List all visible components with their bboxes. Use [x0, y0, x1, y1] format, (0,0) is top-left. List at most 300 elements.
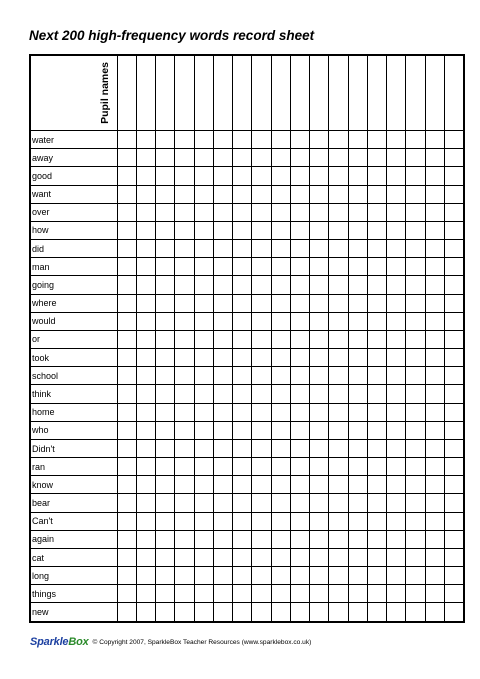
record-cell[interactable]	[233, 403, 252, 421]
record-cell[interactable]	[367, 476, 386, 494]
record-cell[interactable]	[290, 385, 309, 403]
record-cell[interactable]	[117, 403, 136, 421]
record-cell[interactable]	[213, 185, 232, 203]
record-cell[interactable]	[136, 203, 155, 221]
pupil-name-cell[interactable]	[329, 55, 348, 131]
record-cell[interactable]	[310, 203, 329, 221]
record-cell[interactable]	[136, 221, 155, 239]
record-cell[interactable]	[136, 240, 155, 258]
record-cell[interactable]	[213, 330, 232, 348]
record-cell[interactable]	[117, 421, 136, 439]
record-cell[interactable]	[175, 258, 194, 276]
record-cell[interactable]	[175, 421, 194, 439]
record-cell[interactable]	[444, 167, 463, 185]
record-cell[interactable]	[117, 367, 136, 385]
record-cell[interactable]	[348, 403, 367, 421]
record-cell[interactable]	[310, 494, 329, 512]
record-cell[interactable]	[252, 276, 271, 294]
record-cell[interactable]	[136, 385, 155, 403]
record-cell[interactable]	[271, 585, 290, 603]
record-cell[interactable]	[117, 458, 136, 476]
record-cell[interactable]	[213, 367, 232, 385]
record-cell[interactable]	[387, 494, 406, 512]
record-cell[interactable]	[406, 367, 425, 385]
record-cell[interactable]	[310, 603, 329, 622]
record-cell[interactable]	[290, 548, 309, 566]
record-cell[interactable]	[348, 203, 367, 221]
pupil-name-cell[interactable]	[117, 55, 136, 131]
record-cell[interactable]	[117, 567, 136, 585]
pupil-name-cell[interactable]	[425, 55, 444, 131]
record-cell[interactable]	[156, 548, 175, 566]
record-cell[interactable]	[348, 258, 367, 276]
record-cell[interactable]	[406, 476, 425, 494]
record-cell[interactable]	[290, 294, 309, 312]
record-cell[interactable]	[348, 276, 367, 294]
record-cell[interactable]	[367, 330, 386, 348]
pupil-name-cell[interactable]	[194, 55, 213, 131]
record-cell[interactable]	[175, 203, 194, 221]
record-cell[interactable]	[271, 476, 290, 494]
record-cell[interactable]	[406, 276, 425, 294]
record-cell[interactable]	[444, 330, 463, 348]
record-cell[interactable]	[252, 567, 271, 585]
record-cell[interactable]	[252, 221, 271, 239]
record-cell[interactable]	[290, 276, 309, 294]
record-cell[interactable]	[117, 494, 136, 512]
record-cell[interactable]	[194, 203, 213, 221]
record-cell[interactable]	[233, 548, 252, 566]
record-cell[interactable]	[387, 312, 406, 330]
record-cell[interactable]	[387, 439, 406, 457]
record-cell[interactable]	[329, 567, 348, 585]
record-cell[interactable]	[156, 167, 175, 185]
record-cell[interactable]	[310, 312, 329, 330]
record-cell[interactable]	[175, 294, 194, 312]
record-cell[interactable]	[117, 385, 136, 403]
record-cell[interactable]	[387, 149, 406, 167]
record-cell[interactable]	[290, 131, 309, 149]
record-cell[interactable]	[252, 403, 271, 421]
pupil-name-cell[interactable]	[271, 55, 290, 131]
record-cell[interactable]	[233, 167, 252, 185]
pupil-name-cell[interactable]	[387, 55, 406, 131]
record-cell[interactable]	[213, 203, 232, 221]
record-cell[interactable]	[271, 203, 290, 221]
record-cell[interactable]	[387, 530, 406, 548]
record-cell[interactable]	[194, 512, 213, 530]
record-cell[interactable]	[156, 403, 175, 421]
record-cell[interactable]	[367, 149, 386, 167]
record-cell[interactable]	[194, 439, 213, 457]
record-cell[interactable]	[329, 403, 348, 421]
record-cell[interactable]	[367, 494, 386, 512]
record-cell[interactable]	[425, 476, 444, 494]
record-cell[interactable]	[425, 421, 444, 439]
record-cell[interactable]	[194, 494, 213, 512]
record-cell[interactable]	[271, 312, 290, 330]
record-cell[interactable]	[213, 530, 232, 548]
record-cell[interactable]	[329, 167, 348, 185]
pupil-name-cell[interactable]	[348, 55, 367, 131]
record-cell[interactable]	[444, 603, 463, 622]
record-cell[interactable]	[175, 240, 194, 258]
record-cell[interactable]	[271, 385, 290, 403]
record-cell[interactable]	[175, 185, 194, 203]
record-cell[interactable]	[233, 221, 252, 239]
record-cell[interactable]	[310, 385, 329, 403]
record-cell[interactable]	[233, 512, 252, 530]
record-cell[interactable]	[213, 312, 232, 330]
record-cell[interactable]	[310, 439, 329, 457]
record-cell[interactable]	[329, 349, 348, 367]
record-cell[interactable]	[348, 330, 367, 348]
record-cell[interactable]	[406, 458, 425, 476]
record-cell[interactable]	[425, 131, 444, 149]
record-cell[interactable]	[367, 585, 386, 603]
record-cell[interactable]	[252, 603, 271, 622]
record-cell[interactable]	[310, 149, 329, 167]
record-cell[interactable]	[290, 458, 309, 476]
record-cell[interactable]	[425, 276, 444, 294]
record-cell[interactable]	[156, 349, 175, 367]
pupil-name-cell[interactable]	[310, 55, 329, 131]
record-cell[interactable]	[156, 131, 175, 149]
record-cell[interactable]	[117, 548, 136, 566]
record-cell[interactable]	[348, 185, 367, 203]
record-cell[interactable]	[444, 530, 463, 548]
record-cell[interactable]	[271, 258, 290, 276]
record-cell[interactable]	[310, 167, 329, 185]
record-cell[interactable]	[348, 512, 367, 530]
record-cell[interactable]	[252, 240, 271, 258]
record-cell[interactable]	[387, 349, 406, 367]
record-cell[interactable]	[252, 530, 271, 548]
record-cell[interactable]	[156, 312, 175, 330]
record-cell[interactable]	[387, 548, 406, 566]
record-cell[interactable]	[329, 221, 348, 239]
record-cell[interactable]	[387, 185, 406, 203]
record-cell[interactable]	[156, 567, 175, 585]
record-cell[interactable]	[290, 240, 309, 258]
record-cell[interactable]	[387, 167, 406, 185]
record-cell[interactable]	[136, 476, 155, 494]
pupil-name-cell[interactable]	[175, 55, 194, 131]
record-cell[interactable]	[271, 567, 290, 585]
record-cell[interactable]	[213, 458, 232, 476]
record-cell[interactable]	[348, 167, 367, 185]
record-cell[interactable]	[175, 512, 194, 530]
pupil-name-cell[interactable]	[290, 55, 309, 131]
record-cell[interactable]	[194, 567, 213, 585]
record-cell[interactable]	[136, 167, 155, 185]
record-cell[interactable]	[156, 203, 175, 221]
record-cell[interactable]	[367, 276, 386, 294]
record-cell[interactable]	[387, 276, 406, 294]
record-cell[interactable]	[406, 567, 425, 585]
record-cell[interactable]	[348, 585, 367, 603]
record-cell[interactable]	[233, 367, 252, 385]
record-cell[interactable]	[310, 294, 329, 312]
record-cell[interactable]	[348, 567, 367, 585]
record-cell[interactable]	[387, 567, 406, 585]
record-cell[interactable]	[387, 476, 406, 494]
record-cell[interactable]	[310, 567, 329, 585]
record-cell[interactable]	[194, 585, 213, 603]
record-cell[interactable]	[213, 512, 232, 530]
record-cell[interactable]	[156, 367, 175, 385]
record-cell[interactable]	[156, 330, 175, 348]
record-cell[interactable]	[156, 512, 175, 530]
record-cell[interactable]	[136, 131, 155, 149]
record-cell[interactable]	[156, 476, 175, 494]
record-cell[interactable]	[425, 530, 444, 548]
record-cell[interactable]	[425, 494, 444, 512]
record-cell[interactable]	[175, 367, 194, 385]
record-cell[interactable]	[406, 312, 425, 330]
record-cell[interactable]	[387, 603, 406, 622]
record-cell[interactable]	[271, 349, 290, 367]
record-cell[interactable]	[406, 548, 425, 566]
record-cell[interactable]	[348, 367, 367, 385]
record-cell[interactable]	[233, 276, 252, 294]
record-cell[interactable]	[367, 294, 386, 312]
record-cell[interactable]	[233, 458, 252, 476]
record-cell[interactable]	[348, 221, 367, 239]
record-cell[interactable]	[136, 567, 155, 585]
record-cell[interactable]	[156, 276, 175, 294]
record-cell[interactable]	[387, 330, 406, 348]
record-cell[interactable]	[387, 240, 406, 258]
record-cell[interactable]	[117, 131, 136, 149]
record-cell[interactable]	[444, 349, 463, 367]
record-cell[interactable]	[213, 221, 232, 239]
record-cell[interactable]	[117, 258, 136, 276]
record-cell[interactable]	[271, 494, 290, 512]
record-cell[interactable]	[136, 512, 155, 530]
record-cell[interactable]	[444, 203, 463, 221]
record-cell[interactable]	[252, 367, 271, 385]
record-cell[interactable]	[444, 567, 463, 585]
record-cell[interactable]	[387, 367, 406, 385]
record-cell[interactable]	[194, 367, 213, 385]
record-cell[interactable]	[425, 258, 444, 276]
record-cell[interactable]	[425, 439, 444, 457]
record-cell[interactable]	[252, 131, 271, 149]
record-cell[interactable]	[156, 149, 175, 167]
record-cell[interactable]	[156, 603, 175, 622]
record-cell[interactable]	[194, 530, 213, 548]
record-cell[interactable]	[329, 203, 348, 221]
record-cell[interactable]	[367, 258, 386, 276]
record-cell[interactable]	[194, 603, 213, 622]
record-cell[interactable]	[117, 221, 136, 239]
record-cell[interactable]	[136, 458, 155, 476]
record-cell[interactable]	[252, 439, 271, 457]
record-cell[interactable]	[213, 439, 232, 457]
record-cell[interactable]	[444, 221, 463, 239]
record-cell[interactable]	[271, 240, 290, 258]
record-cell[interactable]	[387, 458, 406, 476]
record-cell[interactable]	[310, 585, 329, 603]
record-cell[interactable]	[444, 585, 463, 603]
record-cell[interactable]	[175, 403, 194, 421]
record-cell[interactable]	[213, 131, 232, 149]
record-cell[interactable]	[156, 258, 175, 276]
record-cell[interactable]	[444, 367, 463, 385]
record-cell[interactable]	[444, 421, 463, 439]
record-cell[interactable]	[156, 185, 175, 203]
record-cell[interactable]	[329, 276, 348, 294]
record-cell[interactable]	[367, 530, 386, 548]
record-cell[interactable]	[156, 421, 175, 439]
record-cell[interactable]	[406, 512, 425, 530]
record-cell[interactable]	[117, 585, 136, 603]
record-cell[interactable]	[348, 439, 367, 457]
record-cell[interactable]	[406, 403, 425, 421]
record-cell[interactable]	[117, 349, 136, 367]
record-cell[interactable]	[213, 476, 232, 494]
record-cell[interactable]	[194, 131, 213, 149]
record-cell[interactable]	[233, 294, 252, 312]
record-cell[interactable]	[194, 403, 213, 421]
record-cell[interactable]	[367, 312, 386, 330]
record-cell[interactable]	[213, 240, 232, 258]
record-cell[interactable]	[329, 512, 348, 530]
record-cell[interactable]	[194, 476, 213, 494]
record-cell[interactable]	[117, 294, 136, 312]
record-cell[interactable]	[252, 494, 271, 512]
record-cell[interactable]	[310, 421, 329, 439]
record-cell[interactable]	[117, 203, 136, 221]
record-cell[interactable]	[310, 512, 329, 530]
record-cell[interactable]	[425, 167, 444, 185]
record-cell[interactable]	[329, 476, 348, 494]
record-cell[interactable]	[444, 149, 463, 167]
record-cell[interactable]	[425, 403, 444, 421]
record-cell[interactable]	[175, 458, 194, 476]
record-cell[interactable]	[175, 349, 194, 367]
record-cell[interactable]	[367, 512, 386, 530]
record-cell[interactable]	[444, 131, 463, 149]
record-cell[interactable]	[136, 294, 155, 312]
record-cell[interactable]	[175, 312, 194, 330]
record-cell[interactable]	[117, 330, 136, 348]
record-cell[interactable]	[310, 221, 329, 239]
pupil-name-cell[interactable]	[252, 55, 271, 131]
record-cell[interactable]	[406, 585, 425, 603]
record-cell[interactable]	[444, 185, 463, 203]
record-cell[interactable]	[367, 203, 386, 221]
record-cell[interactable]	[252, 185, 271, 203]
record-cell[interactable]	[271, 421, 290, 439]
record-cell[interactable]	[425, 349, 444, 367]
pupil-name-cell[interactable]	[406, 55, 425, 131]
record-cell[interactable]	[425, 548, 444, 566]
record-cell[interactable]	[136, 530, 155, 548]
record-cell[interactable]	[213, 294, 232, 312]
record-cell[interactable]	[117, 276, 136, 294]
record-cell[interactable]	[156, 585, 175, 603]
record-cell[interactable]	[175, 476, 194, 494]
record-cell[interactable]	[252, 167, 271, 185]
record-cell[interactable]	[329, 185, 348, 203]
record-cell[interactable]	[444, 403, 463, 421]
record-cell[interactable]	[136, 330, 155, 348]
pupil-name-cell[interactable]	[444, 55, 463, 131]
record-cell[interactable]	[348, 548, 367, 566]
record-cell[interactable]	[290, 567, 309, 585]
record-cell[interactable]	[387, 258, 406, 276]
record-cell[interactable]	[213, 567, 232, 585]
record-cell[interactable]	[117, 312, 136, 330]
record-cell[interactable]	[117, 149, 136, 167]
record-cell[interactable]	[387, 131, 406, 149]
record-cell[interactable]	[367, 439, 386, 457]
record-cell[interactable]	[329, 494, 348, 512]
record-cell[interactable]	[213, 349, 232, 367]
record-cell[interactable]	[329, 421, 348, 439]
record-cell[interactable]	[175, 131, 194, 149]
record-cell[interactable]	[329, 240, 348, 258]
record-cell[interactable]	[271, 185, 290, 203]
record-cell[interactable]	[271, 149, 290, 167]
record-cell[interactable]	[271, 276, 290, 294]
pupil-name-cell[interactable]	[156, 55, 175, 131]
record-cell[interactable]	[310, 240, 329, 258]
record-cell[interactable]	[194, 385, 213, 403]
record-cell[interactable]	[117, 512, 136, 530]
record-cell[interactable]	[252, 476, 271, 494]
record-cell[interactable]	[117, 439, 136, 457]
record-cell[interactable]	[425, 385, 444, 403]
record-cell[interactable]	[367, 221, 386, 239]
record-cell[interactable]	[252, 385, 271, 403]
record-cell[interactable]	[136, 603, 155, 622]
record-cell[interactable]	[156, 294, 175, 312]
record-cell[interactable]	[444, 385, 463, 403]
record-cell[interactable]	[348, 385, 367, 403]
record-cell[interactable]	[213, 494, 232, 512]
record-cell[interactable]	[194, 149, 213, 167]
record-cell[interactable]	[329, 530, 348, 548]
record-cell[interactable]	[136, 185, 155, 203]
record-cell[interactable]	[213, 603, 232, 622]
record-cell[interactable]	[290, 494, 309, 512]
record-cell[interactable]	[348, 421, 367, 439]
record-cell[interactable]	[233, 567, 252, 585]
record-cell[interactable]	[444, 476, 463, 494]
record-cell[interactable]	[406, 530, 425, 548]
record-cell[interactable]	[406, 385, 425, 403]
record-cell[interactable]	[290, 149, 309, 167]
record-cell[interactable]	[290, 330, 309, 348]
record-cell[interactable]	[406, 439, 425, 457]
record-cell[interactable]	[444, 494, 463, 512]
record-cell[interactable]	[194, 349, 213, 367]
record-cell[interactable]	[310, 258, 329, 276]
record-cell[interactable]	[406, 349, 425, 367]
record-cell[interactable]	[233, 258, 252, 276]
record-cell[interactable]	[233, 349, 252, 367]
record-cell[interactable]	[194, 258, 213, 276]
record-cell[interactable]	[406, 494, 425, 512]
record-cell[interactable]	[367, 385, 386, 403]
record-cell[interactable]	[290, 476, 309, 494]
record-cell[interactable]	[252, 258, 271, 276]
record-cell[interactable]	[252, 585, 271, 603]
record-cell[interactable]	[156, 221, 175, 239]
